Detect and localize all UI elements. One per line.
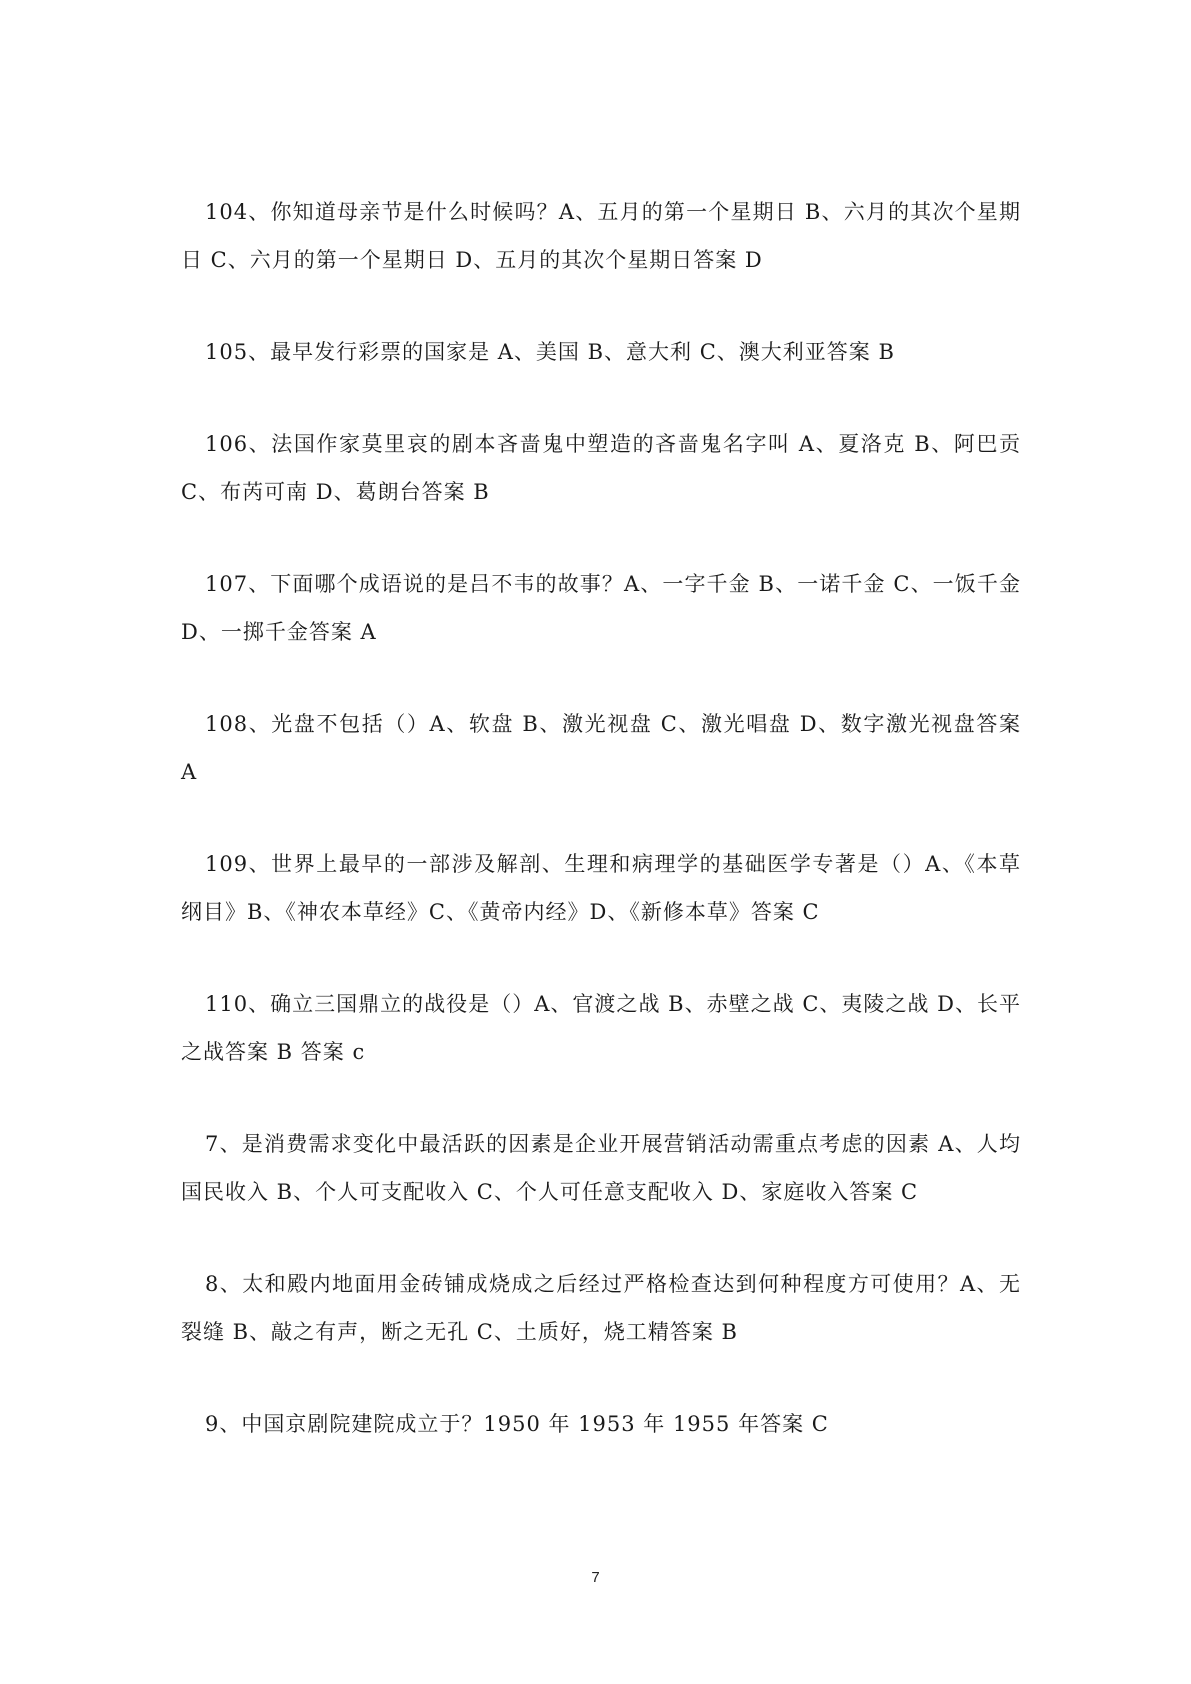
question-9: 9、中国京剧院建院成立于？1950 年 1953 年 1955 年答案 C <box>205 1412 829 1436</box>
question-list <box>181 188 1021 1492</box>
page-number: 7 <box>591 1569 600 1586</box>
question-110: 110、确立三国鼎立的战役是（）A、官渡之战 B、赤壁之战 C、夷陵之战 D、长平之战答案 B 答案 c <box>181 992 1021 1064</box>
question-108: 108、光盘不包括（）A、软盘 B、激光视盘 C、激光唱盘 D、数字激光视盘答案 A <box>181 712 1021 784</box>
question-109: 109、世界上最早的一部涉及解剖、生理和病理学的基础医学专著是（）A、《本草纲目》B、《神农本草经》C、《黄帝内经》D、《新修本草》答案 C <box>181 852 1021 924</box>
question-7: 7、是消费需求变化中最活跃的因素是企业开展营销活动需重点考虑的因素 A、人均国民收入 B、个人可支配收入 C、个人可任意支配收入 D、家庭收入答案 C <box>181 1132 1021 1204</box>
question-8: 8、太和殿内地面用金砖铺成烧成之后经过严格检查达到何种程度方可使用？A、无裂缝 B、敲之有声，断之无孔 C、土质好，烧工精答案 B <box>181 1272 1021 1344</box>
question-104: 104、你知道母亲节是什么时候吗？A、五月的第一个星期日 B、六月的其次个星期日 C、六月的第一个星期日 D、五月的其次个星期日答案 D <box>181 200 1021 272</box>
question-105: 105、最早发行彩票的国家是 A、美国 B、意大利 C、澳大利亚答案 B <box>205 340 895 364</box>
question-107: 107、下面哪个成语说的是吕不韦的故事？A、一字千金 B、一诺千金 C、一饭千金 D、一掷千金答案 A <box>181 572 1021 644</box>
question-106: 106、法国作家莫里哀的剧本吝啬鬼中塑造的吝啬鬼名字叫 A、夏洛克 B、阿巴贡 C、布芮可南 D、葛朗台答案 B <box>181 432 1021 504</box>
